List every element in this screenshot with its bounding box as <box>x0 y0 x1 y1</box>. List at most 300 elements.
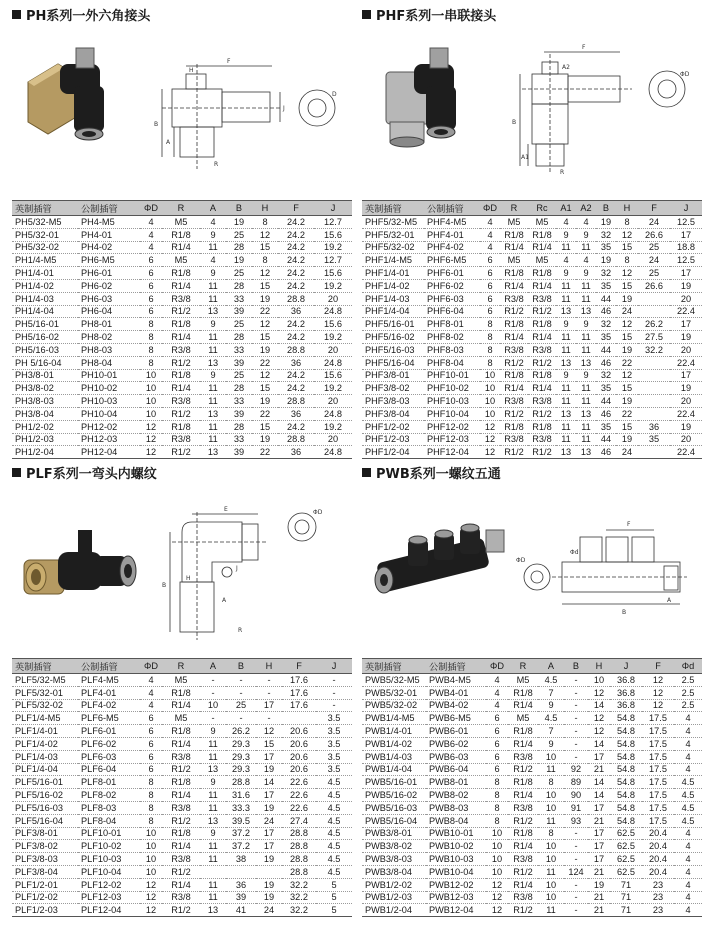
section-title-text: PH系列一外六角接头 <box>26 8 151 24</box>
table-cell: 11 <box>538 865 564 878</box>
table-cell: PLF4-M5 <box>78 674 140 687</box>
table-row <box>12 407 352 420</box>
table-cell: M5 <box>528 254 556 267</box>
square-bullet-icon <box>362 10 371 19</box>
plf-technical-drawing <box>152 492 347 642</box>
table-cell: 13 <box>576 407 596 420</box>
table-row <box>362 801 702 814</box>
table-cell: PH3/8-01 <box>12 369 78 382</box>
table-cell: 4 <box>556 216 576 229</box>
table-cell: 91 <box>564 801 588 814</box>
table-cell: R3/8 <box>500 343 528 356</box>
table-cell: 11 <box>556 292 576 305</box>
table-cell: PWB4-02 <box>426 699 486 712</box>
table-cell: - <box>256 674 282 687</box>
table-cell: - <box>564 737 588 750</box>
table-cell: 13 <box>576 446 596 459</box>
table-cell: - <box>200 674 226 687</box>
table-cell: 27.4 <box>282 814 316 827</box>
table-cell: 4 <box>674 853 702 866</box>
table-cell: PLF1/2-03 <box>12 904 78 917</box>
table-cell: 10 <box>538 840 564 853</box>
table-cell: 22.6 <box>282 801 316 814</box>
table-cell: PWB5/16-03 <box>362 801 426 814</box>
table-cell: PH1/4-04 <box>12 305 78 318</box>
table-cell: 8 <box>252 254 278 267</box>
table-cell: 20.6 <box>282 763 316 776</box>
column-header: A <box>200 659 226 674</box>
table-cell: 8 <box>140 776 162 789</box>
table-cell: M5 <box>500 254 528 267</box>
table-cell: 6 <box>140 279 162 292</box>
table-cell: 10 <box>200 699 226 712</box>
table-cell: 17.5 <box>642 814 674 827</box>
table-cell: 9 <box>576 228 596 241</box>
table-cell: 20.4 <box>642 827 674 840</box>
table-cell: 4.5 <box>316 827 352 840</box>
table-cell: PHF6-M5 <box>424 254 480 267</box>
table-cell: 13 <box>556 305 576 318</box>
table-cell: R3/8 <box>162 750 200 763</box>
table-cell: 25 <box>226 228 252 241</box>
table-row <box>12 686 352 699</box>
table-cell: R1/4 <box>508 878 538 891</box>
table-cell: 4 <box>140 241 162 254</box>
table-cell: PLF1/2-02 <box>12 891 78 904</box>
table-cell <box>638 407 670 420</box>
table-cell: 10 <box>588 674 610 687</box>
table-cell: PHF1/4-03 <box>362 292 424 305</box>
table-cell: 10 <box>538 878 564 891</box>
table-row <box>362 827 702 840</box>
table-cell: 22 <box>252 356 278 369</box>
table-cell: 8 <box>486 801 508 814</box>
table-cell: 12 <box>480 446 500 459</box>
table-cell: 12 <box>616 369 638 382</box>
table-cell: 44 <box>596 433 616 446</box>
table-cell: 39 <box>226 356 252 369</box>
table-cell: R1/4 <box>508 789 538 802</box>
table-cell: PHF1/4-04 <box>362 305 424 318</box>
table-cell: 11 <box>200 737 226 750</box>
table-cell <box>638 292 670 305</box>
table-cell: 6 <box>486 763 508 776</box>
svg-text:R: R <box>214 161 219 168</box>
table-cell: 12.5 <box>670 254 702 267</box>
table-cell: 14 <box>256 776 282 789</box>
table-cell: 8 <box>616 216 638 229</box>
table-cell: PHF1/4-02 <box>362 279 424 292</box>
table-cell: 14 <box>588 789 610 802</box>
table-cell: 17 <box>256 750 282 763</box>
section-title <box>362 4 702 24</box>
column-header: 公制插管 <box>426 659 486 674</box>
table-cell: R3/8 <box>162 395 200 408</box>
table-cell: 8 <box>140 789 162 802</box>
table-cell: 13 <box>200 763 226 776</box>
table-row <box>12 343 352 356</box>
table-cell: R1/2 <box>162 814 200 827</box>
table-cell: 22.4 <box>670 356 702 369</box>
table-row <box>12 737 352 750</box>
table-cell: 22 <box>616 356 638 369</box>
table-cell: PLF6-03 <box>78 750 140 763</box>
table-cell: R3/8 <box>162 292 200 305</box>
table-cell: R3/8 <box>528 433 556 446</box>
table-cell: R1/4 <box>508 840 538 853</box>
table-cell: 19.2 <box>314 241 352 254</box>
table-cell: 4.5 <box>316 853 352 866</box>
table-cell: R1/4 <box>162 331 200 344</box>
table-cell: PH3/8-03 <box>12 395 78 408</box>
table-cell: 11 <box>538 763 564 776</box>
svg-text:A: A <box>222 597 227 604</box>
table-cell: 24.2 <box>278 420 314 433</box>
table-cell: 4.5 <box>674 801 702 814</box>
table-cell: 12 <box>140 433 162 446</box>
table-cell: PHF6-01 <box>424 267 480 280</box>
table-cell: R1/8 <box>162 267 200 280</box>
column-header: F <box>642 659 674 674</box>
table-cell: 9 <box>576 369 596 382</box>
table-row <box>12 369 352 382</box>
table-cell: PH5/32-M5 <box>12 216 78 229</box>
table-cell: R3/8 <box>162 891 200 904</box>
table-cell: PH10-03 <box>78 395 140 408</box>
table-cell: 11 <box>556 433 576 446</box>
table-cell: PHF8-03 <box>424 343 480 356</box>
svg-text:B: B <box>622 609 627 616</box>
table-cell: PHF5/32-02 <box>362 241 424 254</box>
table-cell: 17 <box>670 228 702 241</box>
table-cell: 17.5 <box>642 776 674 789</box>
table-cell: PWB10-03 <box>426 853 486 866</box>
table-cell: PLF6-04 <box>78 763 140 776</box>
table-cell <box>226 865 256 878</box>
table-cell: R1/2 <box>162 865 200 878</box>
table-cell: 4.5 <box>674 776 702 789</box>
table-cell: R1/4 <box>162 382 200 395</box>
table-cell: 13 <box>200 446 226 459</box>
table-cell: 17 <box>588 750 610 763</box>
table-row <box>362 331 702 344</box>
table-row <box>12 725 352 738</box>
table-cell: 24.2 <box>278 279 314 292</box>
table-cell: 33 <box>226 292 252 305</box>
table-cell: 6 <box>480 305 500 318</box>
table-cell: 32 <box>596 228 616 241</box>
table-cell: PLF10-04 <box>78 865 140 878</box>
table-cell: R1/4 <box>162 699 200 712</box>
svg-text:Φd: Φd <box>570 549 579 556</box>
table-cell: 4 <box>674 878 702 891</box>
table-cell: 12 <box>642 674 674 687</box>
ph-technical-drawing <box>152 34 347 184</box>
table-cell: PHF10-01 <box>424 369 480 382</box>
svg-text:ΦD: ΦD <box>516 557 526 564</box>
table-cell: 39 <box>226 407 252 420</box>
table-cell: 9 <box>200 318 226 331</box>
table-cell: 13 <box>576 356 596 369</box>
table-cell: 11 <box>556 279 576 292</box>
table-cell: 39.5 <box>226 814 256 827</box>
table-cell: R1/8 <box>162 776 200 789</box>
table-cell: 17.5 <box>642 737 674 750</box>
svg-text:A1: A1 <box>521 154 529 161</box>
table-row <box>362 686 702 699</box>
table-cell: 4 <box>140 228 162 241</box>
table-row <box>12 420 352 433</box>
table-cell: - <box>564 891 588 904</box>
table-cell: 17 <box>670 318 702 331</box>
table-cell: R3/8 <box>508 750 538 763</box>
table-cell: R3/8 <box>508 853 538 866</box>
table-cell: PLF1/4-M5 <box>12 712 78 725</box>
table-cell: M5 <box>162 674 200 687</box>
table-cell: 12 <box>642 686 674 699</box>
table-cell: 20.4 <box>642 865 674 878</box>
table-cell: 2.5 <box>674 686 702 699</box>
table-cell: 24.2 <box>278 228 314 241</box>
table-cell: 13 <box>200 814 226 827</box>
table-cell: 24.8 <box>314 356 352 369</box>
table-row <box>12 318 352 331</box>
table-cell: 62.5 <box>610 853 642 866</box>
table-cell: 44 <box>596 395 616 408</box>
table-cell: PHF8-01 <box>424 318 480 331</box>
table-cell: PWB10-02 <box>426 840 486 853</box>
table-cell: 3.5 <box>316 737 352 750</box>
table-row <box>362 737 702 750</box>
table-header-row <box>12 659 352 674</box>
table-cell: 10 <box>140 407 162 420</box>
column-header: B <box>226 659 256 674</box>
table-cell: 6 <box>140 305 162 318</box>
table-cell: 36.8 <box>610 686 642 699</box>
table-cell: R1/2 <box>162 407 200 420</box>
table-cell: PH1/2-02 <box>12 420 78 433</box>
svg-text:H: H <box>189 67 194 74</box>
table-cell: 12 <box>616 318 638 331</box>
table-cell: PWB5/16-04 <box>362 814 426 827</box>
column-header: R <box>162 659 200 674</box>
table-cell: 20.6 <box>282 750 316 763</box>
table-row <box>12 827 352 840</box>
table-cell <box>638 305 670 318</box>
table-cell: 32.2 <box>638 343 670 356</box>
table-cell: - <box>564 725 588 738</box>
table-cell: 21 <box>588 865 610 878</box>
table-cell: 8 <box>480 318 500 331</box>
table-cell: 4 <box>480 216 500 229</box>
table-cell: 21 <box>588 763 610 776</box>
column-header: A <box>200 201 226 216</box>
column-header: R <box>162 201 200 216</box>
table-cell: 6 <box>140 712 162 725</box>
table-cell: 14 <box>588 776 610 789</box>
table-cell: 12 <box>252 369 278 382</box>
table-row <box>12 878 352 891</box>
table-cell: PWB6-01 <box>426 725 486 738</box>
table-cell: PH5/16-02 <box>12 331 78 344</box>
table-cell: 32 <box>596 369 616 382</box>
table-cell: 35 <box>596 382 616 395</box>
table-cell: 8 <box>140 801 162 814</box>
section-pwb <box>362 462 702 917</box>
table-cell: 17.5 <box>642 801 674 814</box>
table-cell: 11 <box>576 420 596 433</box>
table-cell: 13 <box>200 305 226 318</box>
table-cell: PHF5/16-03 <box>362 343 424 356</box>
table-cell: 24 <box>616 305 638 318</box>
table-row <box>362 433 702 446</box>
table-cell: 9 <box>556 318 576 331</box>
table-cell: 20.6 <box>282 737 316 750</box>
table-cell: R1/8 <box>162 725 200 738</box>
table-cell: 15 <box>616 420 638 433</box>
table-cell: 62.5 <box>610 865 642 878</box>
table-cell: 28.8 <box>282 865 316 878</box>
table-cell: 20 <box>670 292 702 305</box>
column-header: H <box>256 659 282 674</box>
table-row <box>12 433 352 446</box>
table-cell: 12 <box>486 904 508 917</box>
table-cell: 11 <box>200 433 226 446</box>
table-cell <box>638 356 670 369</box>
column-header: R <box>500 201 528 216</box>
table-cell: 15 <box>616 331 638 344</box>
table-cell: PH5/16-03 <box>12 343 78 356</box>
table-row <box>362 318 702 331</box>
table-cell: 10 <box>480 395 500 408</box>
table-cell: 13 <box>200 904 226 917</box>
table-cell: 24.2 <box>278 216 314 229</box>
table-cell: 28 <box>226 420 252 433</box>
table-cell: 13 <box>556 407 576 420</box>
table-cell: 17.5 <box>642 789 674 802</box>
table-cell: 23 <box>642 891 674 904</box>
table-cell: 6 <box>480 254 500 267</box>
table-cell: 11 <box>200 343 226 356</box>
table-cell: 9 <box>556 228 576 241</box>
column-header: B <box>226 201 252 216</box>
table-cell: 24.8 <box>314 407 352 420</box>
table-cell: PH8-03 <box>78 343 140 356</box>
table-cell: 15.6 <box>314 318 352 331</box>
table-cell: 20 <box>314 292 352 305</box>
section-title-text: PLF系列一弯头内螺纹 <box>26 466 157 482</box>
table-cell: PH6-01 <box>78 267 140 280</box>
table-cell: PLF3/8-02 <box>12 840 78 853</box>
table-cell: PWB5/32-02 <box>362 699 426 712</box>
table-cell: 4.5 <box>674 789 702 802</box>
square-bullet-icon <box>12 10 21 19</box>
table-cell: PLF5/16-04 <box>12 814 78 827</box>
table-cell: 17 <box>256 827 282 840</box>
table-cell: R3/8 <box>500 292 528 305</box>
table-cell: 4 <box>140 674 162 687</box>
table-row <box>12 840 352 853</box>
column-header: 英制插管 <box>362 201 424 216</box>
table-cell: 19 <box>616 395 638 408</box>
table-row <box>12 446 352 459</box>
table-cell: R1/2 <box>500 356 528 369</box>
table-cell: PLF10-03 <box>78 853 140 866</box>
table-cell: 23 <box>642 878 674 891</box>
table-row <box>362 763 702 776</box>
table-cell: 15 <box>252 382 278 395</box>
table-cell: PLF6-M5 <box>78 712 140 725</box>
table-cell: 24.2 <box>278 369 314 382</box>
table-cell: 32 <box>596 267 616 280</box>
table-cell: PH3/8-02 <box>12 382 78 395</box>
table-cell: PWB12-03 <box>426 891 486 904</box>
table-cell: 33 <box>226 395 252 408</box>
table-cell: 24 <box>638 254 670 267</box>
table-cell: 24 <box>638 216 670 229</box>
table-cell: PH12-02 <box>78 420 140 433</box>
table-cell: 24.2 <box>278 241 314 254</box>
table-cell: 8 <box>538 827 564 840</box>
table-cell: R1/8 <box>500 318 528 331</box>
column-header: J <box>314 201 352 216</box>
table-cell: 14 <box>588 737 610 750</box>
table-cell: R1/4 <box>162 840 200 853</box>
table-cell: 10 <box>486 853 508 866</box>
table-cell: 32.2 <box>282 891 316 904</box>
pwb-spec-table <box>362 658 702 917</box>
table-cell: PWB3/8-04 <box>362 865 426 878</box>
table-cell: 10 <box>140 382 162 395</box>
table-row <box>362 878 702 891</box>
table-cell: PHF5/16-02 <box>362 331 424 344</box>
table-cell: 19 <box>226 254 252 267</box>
table-cell: 54.8 <box>610 776 642 789</box>
table-cell: 4 <box>674 865 702 878</box>
table-cell: 12 <box>480 420 500 433</box>
table-cell: - <box>256 712 282 725</box>
table-cell: 7 <box>538 686 564 699</box>
table-cell: 15 <box>252 241 278 254</box>
table-cell: PHF5/32-M5 <box>362 216 424 229</box>
phf-technical-drawing <box>502 34 697 184</box>
table-cell: R1/2 <box>162 305 200 318</box>
table-cell: M5 <box>528 216 556 229</box>
table-cell: 19 <box>252 433 278 446</box>
table-cell: 4 <box>140 699 162 712</box>
table-cell: 90 <box>564 789 588 802</box>
table-row <box>362 382 702 395</box>
table-cell: R1/4 <box>500 382 528 395</box>
table-cell: 17 <box>670 369 702 382</box>
table-cell: R1/4 <box>528 382 556 395</box>
table-cell: 17.6 <box>282 699 316 712</box>
table-row <box>12 216 352 229</box>
table-cell: 54.8 <box>610 725 642 738</box>
table-cell: 12 <box>616 228 638 241</box>
table-row <box>362 712 702 725</box>
table-cell: R1/4 <box>500 331 528 344</box>
table-cell: 3.5 <box>316 750 352 763</box>
product-figure <box>12 482 352 658</box>
table-cell: 62.5 <box>610 827 642 840</box>
column-header: F <box>278 201 314 216</box>
table-cell: 8 <box>140 331 162 344</box>
column-header: A <box>538 659 564 674</box>
section-title <box>12 4 352 24</box>
table-cell: PWB6-04 <box>426 763 486 776</box>
table-cell: M5 <box>162 216 200 229</box>
